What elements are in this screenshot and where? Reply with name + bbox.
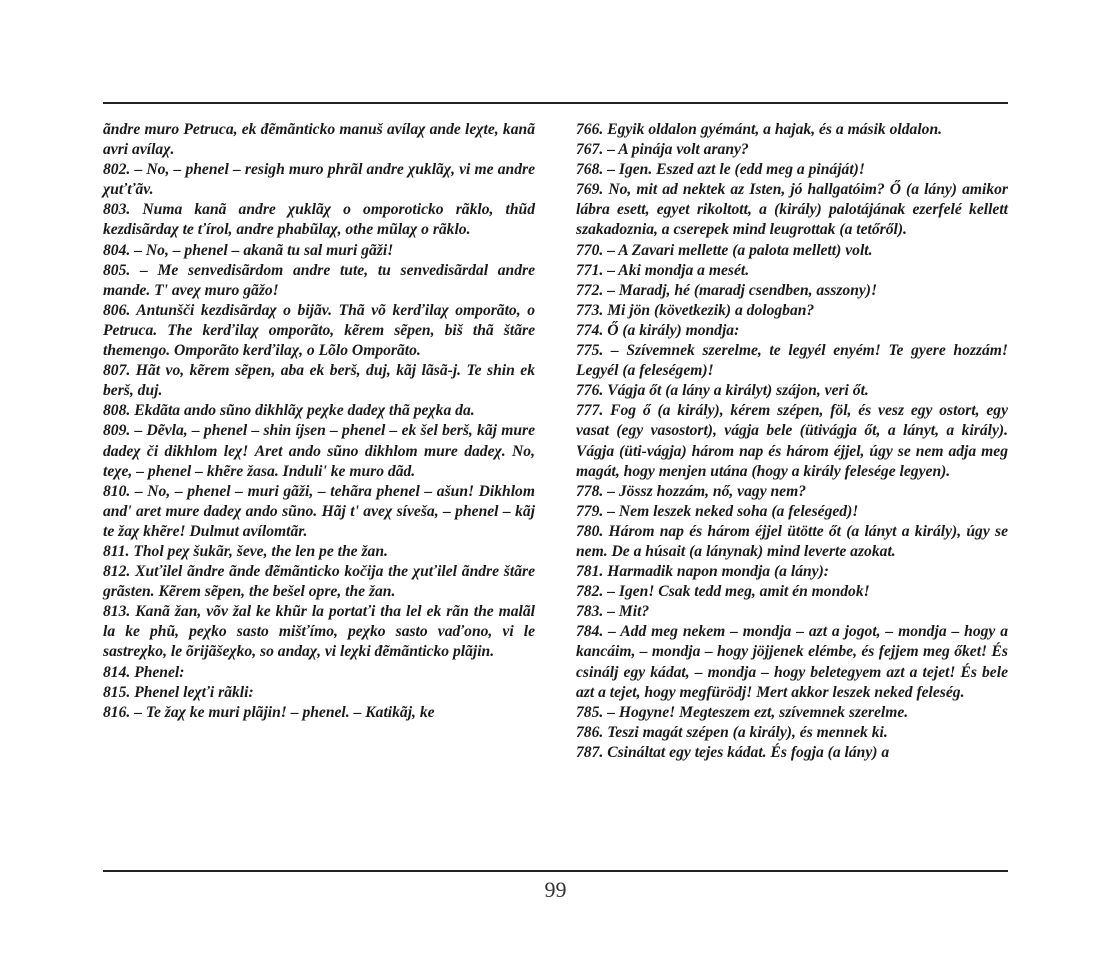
right-column (576, 120, 1008, 763)
paragraph: 777. Fog ő (a király), kérem szépen, föl, és vesz egy ostort, egy vasat (egy vasostort), vágja bele (ütivágja őt, a lányt, a király). Vágja (üti-vágja) három nap és három éjjel, úgy se nem adja meg magát, hogy menjen utána (hogy a király felesége legyen). (576, 402, 1008, 480)
paragraph: 773. Mi jön (következik) a dologban? (576, 301, 815, 319)
paragraph: 779. – Nem leszek neked soha (a feleséged)! (576, 502, 859, 520)
top-rule (103, 102, 1008, 104)
paragraph: 783. – Mit? (576, 603, 650, 621)
paragraph: 778. – Jössz hozzám, nő, vagy nem? (576, 482, 807, 500)
paragraph: 806. Antunšči kezdisãrdaχ o bijãv. Thã võ kerďilaχ omporãto, o Petruca. The kerďilaχ omporãto, kẽrem sẽpen, biš thã štãre themengo. Omporãto kerďilaχ, o Lõlo Omporãto. (103, 301, 535, 360)
paragraph: 812. Xuťilel ãndre ãnde đẽmãnticko kočija the χuťilel ãndre štãre grãsten. Kẽrem sẽpen, the bešel opre, the žan. (103, 563, 535, 601)
bottom-rule (103, 870, 1008, 872)
paragraph: 776. Vágja őt (a lány a királyt) szájon, veri őt. (576, 382, 869, 400)
paragraph: 805. – Me senvedisãrdom andre tute, tu senvedisãrdal andre mande. T' aveχ muro gãžo! (103, 261, 535, 299)
paragraph: 803. Numa kanã andre χuklãχ o omporoticko rãklo, thũd kezdisãrdaχ te ťírol, andre phabũlaχ, othe mũlaχ o rãklo. (103, 201, 535, 239)
paragraph: 781. Harmadik napon mondja (a lány): (576, 563, 829, 581)
paragraph: 768. – Igen. Eszed azt le (edd meg a pináját)! (576, 161, 865, 179)
paragraph: 807. Hãt vo, kẽrem sẽpen, aba ek berš, duj, kãj lãsã-j. Te shin ek berš, duj. (103, 362, 535, 400)
paragraph: 770. – A Zavari mellette (a palota mellett) volt. (576, 241, 873, 259)
paragraph: 786. Teszi magát szépen (a király), és mennek ki. (576, 723, 888, 741)
paragraph: 814. Phenel: (103, 663, 185, 681)
page-number: 99 (544, 877, 567, 902)
paragraph: 784. – Add meg nekem – mondja – azt a jogot, – mondja – hogy a kancáim, – mondja – hogy jöjjenek elémbe, és fejjem meg őket! És csinálj egy kádat, – mondja – hogy beletegyem azt a tejet! És bele azt a tejet, hogy megfürödj! Mert akkor leszek neked feleség. (576, 623, 1008, 701)
paragraph: 782. – Igen! Csak tedd meg, amit én mondok! (576, 583, 870, 601)
paragraph: 775. – Szívemnek szerelme, te legyél enyém! Te gyere hozzám! Legyél (a feleségem)! (576, 342, 1008, 380)
paragraph: 809. – Dẽvla, – phenel – shin íjsen – phenel – ek šel berš, kãj mure dadeχ či dikhlom leχ! Aret ando sũno dikhlom mure dadeχ. No, teχe, – phenel – khẽre žasa. Induli' ke muro dãd. (103, 422, 535, 480)
paragraph: 813. Kanã žan, võv žal ke khũr la portaťi tha lel ek rãn the malãl la ke phũ, peχko sasto mišťímo, peχko sasto vaďono, vi le sastreχko, le õrijãšeχko, so andaχ, vi leχki đẽmãnticko plãjin. (103, 603, 535, 661)
paragraph: 766. Egyik oldalon gyémánt, a hajak, és a másik oldalon. (576, 121, 943, 138)
paragraph: 810. – No, – phenel – muri gãži, – tehãra phenel – ašun! Dikhlom and' aret mure dadeχ ando sũno. Hãj t' aveχ síveša, – phenel – kãj te žaχ khẽre! Dulmut avílomtãr. (103, 482, 535, 540)
paragraph: 785. – Hogyne! Megteszem ezt, szívemnek szerelme. (576, 703, 909, 721)
paragraph: 772. – Maradj, hé (maradj csendben, asszony)! (576, 281, 878, 299)
paragraph: 767. – A pinája volt arany? (576, 141, 749, 159)
paragraph: 787. Csináltat egy tejes kádat. És fogja (a lány) a (576, 743, 890, 761)
paragraph: 769. No, mit ad nektek az Isten, jó hallgatóim? Ő (a lány) amikor lábra esett, egyet rikoltott, a (király) palotájának ezerfelé kellett szakadoznia, a cserepek mind leugrottak (a tetőről). (576, 181, 1008, 239)
paragraph: 780. Három nap és három éjjel ütötte őt (a lányt a király), úgy se nem. De a húsait (a lánynak) mind leverte azokat. (576, 522, 1008, 560)
paragraph: 816. – Te žaχ ke muri plãjin! – phenel. – Katikãj, ke (103, 703, 435, 721)
paragraph: 774. Ő (a király) mondja: (576, 321, 740, 339)
paragraph: 808. Ekdãta ando sũno dikhlãχ peχke dadeχ thã peχka da. (103, 402, 475, 420)
left-column (103, 120, 535, 723)
paragraph: 811. Thol peχ šukãr, ševe, the len pe the žan. (103, 542, 388, 560)
paragraph: 815. Phenel leχťi rãkli: (103, 683, 254, 701)
paragraph: 802. – No, – phenel – resigh muro phrãl andre χuklãχ, vi me andre χuťťãv. (103, 161, 535, 199)
paragraph: ãndre muro Petruca, ek đẽmãnticko manuš avílaχ ande leχte, kanã avri avílaχ. (103, 121, 535, 159)
paragraph: 804. – No, – phenel – akanã tu sal muri gãži! (103, 241, 394, 259)
paragraph: 771. – Aki mondja a mesét. (576, 261, 750, 279)
